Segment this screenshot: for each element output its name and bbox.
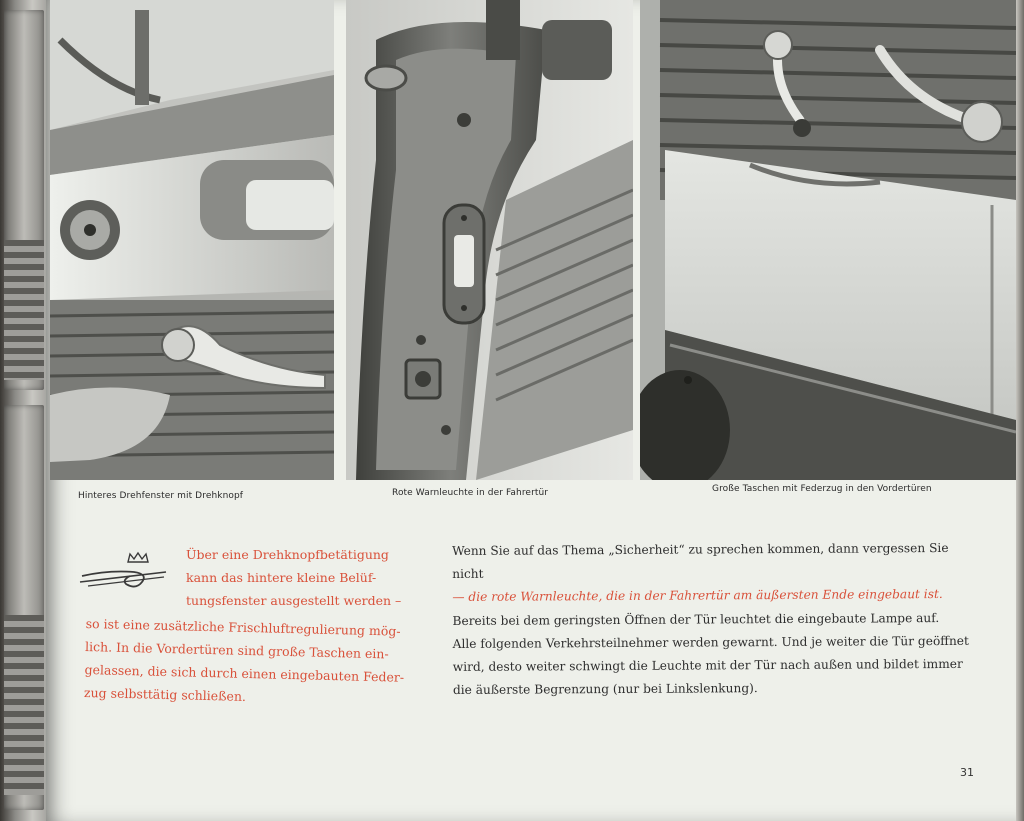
red-line-1: Über eine Drehknopfbetätigung [186,547,389,562]
red-line-2: kann das hintere kleine Belüf- [186,570,377,585]
red-line-4: so ist eine zusätzliche Frischluftregulierung mög- [85,615,401,639]
red-line-5: lich. In die Vordertüren sind große Taschen ein- [84,638,389,662]
photo-rear-window-crank [50,0,334,480]
edge-stripes [4,240,44,380]
body-line-5: Alle folgenden Verkehrsteilnehmer werden gewarnt. Und je weiter die Tür geöffnet [452,633,969,651]
body-line-4: Bereits bei dem geringsten Öffnen der Tür leuchtet die eingebaute Lampe auf. [452,610,940,628]
body-line-1: Wenn Sie auf das Thema „Sicherheit“ zu sprechen kommen, dann vergessen Sie [452,540,949,558]
brand-logo-icon [78,550,170,594]
previous-page-edge [0,0,50,821]
caption-door-pockets: Große Taschen mit Federzug in den Vordertüren [712,484,932,494]
red-continuation-block [84,612,406,712]
body-line-6: wird, desto weiter schwingt die Leuchte mit der Tür nach außen und bildet immer [452,656,963,675]
page [46,0,1016,821]
edge-stripes [4,615,44,795]
previous-page-photo-bottom [4,405,44,810]
red-line-3: tungsfenster ausgestellt werden – [186,593,402,608]
red-line-7: zug selbsttätig schließen. [83,684,247,704]
rear-door-illustration [50,0,334,480]
body-line-2: nicht [452,567,484,582]
body-line-7: die äußerste Begrenzung (nur bei Linkslenkung). [452,681,758,698]
red-line-6: gelassen, die sich durch einen eingebauten Feder- [84,661,405,685]
photo-warning-light [346,0,633,480]
red-intro-block [186,543,406,612]
body-text-column [452,537,973,703]
photo-door-pockets [640,0,1016,480]
page-number: 31 [960,766,974,779]
door-edge-illustration [346,0,633,480]
caption-warning-light: Rote Warnleuchte in der Fahrertür [392,488,549,498]
right-page-edge [1016,0,1024,821]
body-line-highlight: — die rote Warnleuchte, die in der Fahrertür am äußersten Ende eingebaut ist. [452,587,943,605]
caption-rear-window: Hinteres Drehfenster mit Drehknopf [78,491,244,501]
front-door-illustration [640,0,1016,480]
previous-page-photo-top [4,10,44,390]
